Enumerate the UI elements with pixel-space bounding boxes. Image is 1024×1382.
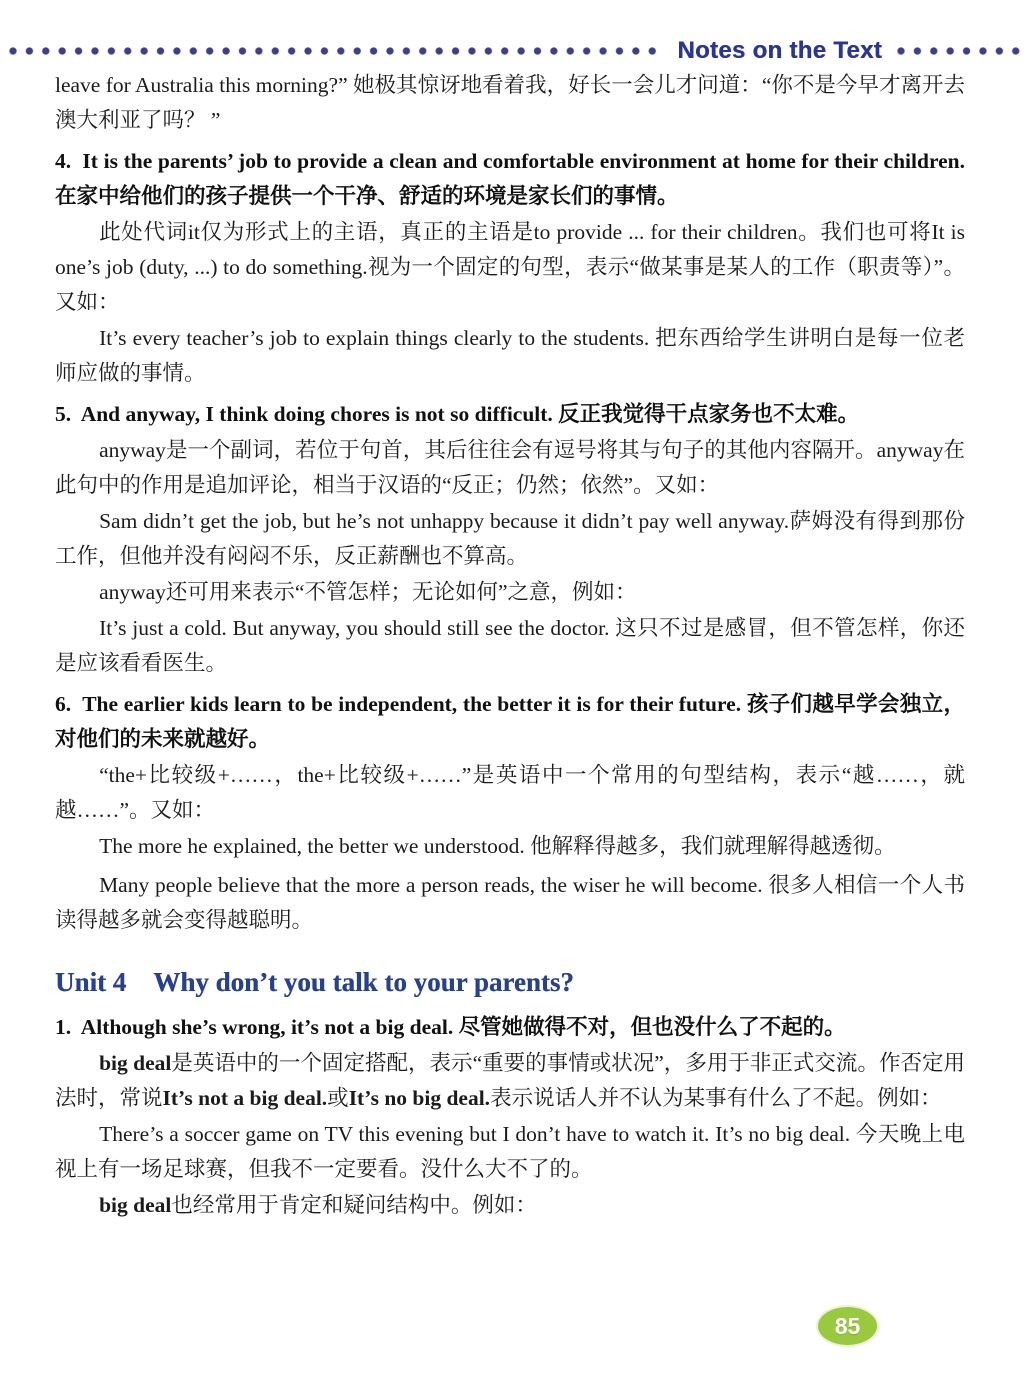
paragraph — [55, 504, 965, 574]
text-run: 5. And anyway, I think doing chores is not so difficult. 反正我觉得干点家务也不太难。 — [55, 402, 860, 426]
text-run: big deal — [99, 1193, 172, 1217]
paragraph — [55, 1046, 965, 1116]
text-run: The more he explained, the better we understood. 他解释得越多，我们就理解得越透彻。 — [99, 834, 896, 858]
paragraph — [55, 575, 965, 610]
text-run: “the+比较级+……，the+比较级+……”是英语中一个常用的句型结构，表示“越……，就越……”。又如： — [55, 763, 965, 822]
unit-heading — [55, 960, 965, 1004]
section-heading — [55, 144, 965, 214]
text-run: 6. The earlier kids learn to be independent, the better it is for their future. 孩子们越早学会独立，对他们的未来就越好。 — [55, 692, 965, 751]
dotted-rule-right — [896, 46, 1024, 56]
section-heading — [55, 1010, 965, 1045]
text-run: 或 — [327, 1086, 349, 1110]
page-header — [8, 38, 1024, 64]
notes-body — [55, 68, 965, 1223]
text-run: 她极其惊讶地看着我，好长一会儿才问道：“你不是今早才离开去澳大利亚了吗？ ” — [55, 73, 965, 132]
text-run: 也经常用于肯定和疑问结构中。例如： — [171, 1193, 537, 1217]
unit-label: Unit 4 — [55, 967, 127, 997]
paragraph — [55, 321, 965, 391]
paragraph — [55, 215, 965, 320]
paragraph — [55, 433, 965, 503]
text-run: anyway是一个副词，若位于句首，其后往往会有逗号将其与句子的其他内容隔开。anyway在此句中的作用是追加评论，相当于汉语的“反正；仍然；依然”。又如： — [55, 438, 965, 497]
paragraph — [55, 68, 965, 138]
section-heading — [55, 397, 965, 432]
text-run: big deal — [99, 1051, 172, 1075]
text-run: There’s a soccer game on TV this evening but I don’t have to watch it. It’s no big deal. 今天晚上电视上有一场足球赛，但我不一定要看。没什么大不了的。 — [55, 1122, 965, 1181]
paragraph — [55, 868, 965, 938]
page-title: Notes on the Text — [677, 37, 882, 64]
text-run: 4. It is the parents’ job to provide a clean and comfortable environment at home for their children. 在家中给他们的孩子提供一个干净、舒适的环境是家长们的事情。 — [55, 149, 965, 208]
dotted-rule-left — [8, 46, 663, 56]
text-run: Many people believe that the more a person reads, the wiser he will become. 很多人相信一个人书读得越多就会变得越聪明。 — [55, 873, 965, 932]
text-run: leave for Australia this morning?” — [55, 73, 354, 97]
text-run: 表示说话人并不认为某事有什么了不起。例如： — [490, 1086, 942, 1110]
paragraph — [55, 829, 965, 864]
text-run: It’s no big deal. — [348, 1086, 491, 1110]
text-run: 是英语中的一个固定搭配，表示“重要的事情或状况”，多用于非正式交流。作否定用法时，常说 — [55, 1051, 965, 1110]
paragraph — [55, 1188, 965, 1223]
text-run: 1. Although she’s wrong, it’s not a big deal. 尽管她做得不对，但也没什么了不起的。 — [55, 1015, 846, 1039]
text-run: It’s every teacher’s job to explain things clearly to the students. 把东西给学生讲明白是每一位老师应做的事情。 — [55, 326, 965, 385]
section-heading — [55, 687, 965, 757]
text-run: anyway还可用来表示“不管怎样；无论如何”之意，例如： — [99, 580, 637, 604]
paragraph — [55, 758, 965, 828]
unit-title: Why don’t you talk to your parents? — [153, 967, 574, 997]
text-run: It’s just a cold. But anyway, you should still see the doctor. 这只不过是感冒，但不管怎样，你还是应该看看医生。 — [55, 616, 965, 675]
text-run: 此处代词it仅为形式上的主语，真正的主语是to provide ... for their children。我们也可将It is one’s job (duty, ...) to do something.视为一个固定的句型，表示“做某事是某人的工作（职责等）”。又如： — [55, 220, 965, 314]
paragraph — [55, 611, 965, 681]
paragraph — [55, 1117, 965, 1187]
text-run: Sam didn’t get the job, but he’s not unhappy because it didn’t pay well anyway.萨姆没有得到那份工作，但他并没有闷闷不乐，反正薪酬也不算高。 — [55, 509, 965, 568]
page-number: 85 — [834, 1312, 861, 1339]
text-run: It’s not a big deal. — [162, 1086, 328, 1110]
page-number-badge — [818, 1307, 877, 1345]
